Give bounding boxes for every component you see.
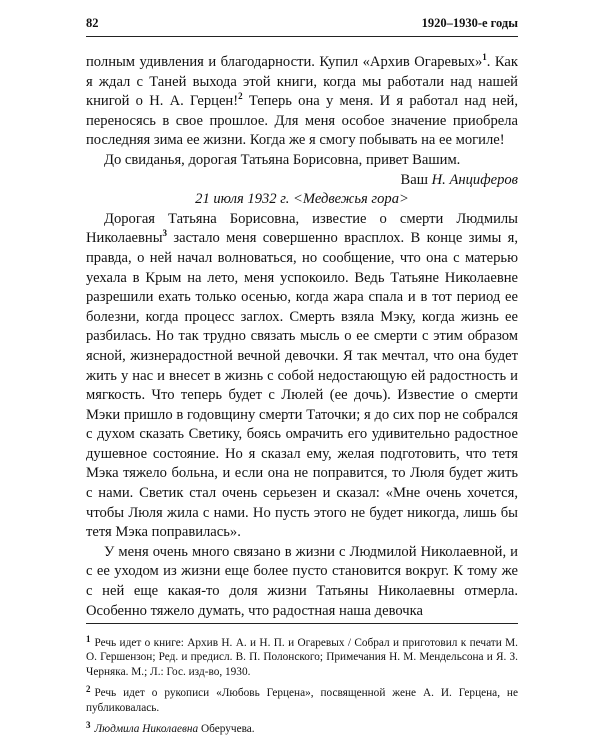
letter2-paragraph-2: У меня очень много связано в жизни с Людмилой Николаевной, и с ее уходом из жизни еще более пусто становится вокруг. К тому же с ней еще какая-то доля жизни Татьяны Николаевны отмерла. Особенно тяжело думать, что радостная наша девочка (86, 543, 518, 619)
page-body (86, 53, 518, 621)
footnote-ref-2[interactable]: 2 (238, 91, 243, 102)
letter1-signature: Ваш Н. Анциферов (400, 171, 518, 188)
running-title: 1920–1930-е годы (421, 16, 518, 30)
book-page (86, 16, 518, 621)
page-number: 82 (86, 16, 99, 30)
footnote-3: $^3$ Людмила Николаевна Оберучева. (86, 720, 255, 736)
letter1-paragraph: полным удивления и благодарности. Купил «Архив Огаревых»$^1$. Как я ждал с Таней выхода этой книги, когда мы работали над нашей книгой о Н. А. Герцен!$^2$ Теперь она у меня. И я работал над ней, переносясь в свое прошлое. Для меня особое значение приобрела последняя зима ее жизни. Когда же я смогу побывать на ее могиле! (86, 52, 519, 149)
footnote-1: $^1$ Речь идет о книге: Архив Н. А. и Н. П. и Огаревых / Собрал и приготовил к печати М. О. Гершензон; Ред. и предисл. В. П. Полонского; Примечания Н. М. Мендельсона и Я. З. Черняка. М.; Л.: Гос. изд-во, 1930. (86, 634, 518, 678)
footnote-ref-3[interactable]: 3 (162, 228, 168, 239)
footnotes (86, 623, 518, 739)
letter2-paragraph-1: Дорогая Татьяна Борисовна, известие о смерти Людмилы Николаевны$^3$ застало меня совершенно врасплох. В конце зимы я, правда, о ней начал волноваться, но сообщение, что она с матерью уехала в Крым на лето, меня успокоило. Ведь Татьяне Николаевне разрешили ехать только осенью, когда жара спала и в тот период ее болезни, когда процесс заглох. Смерть взяла Мэку, когда жизнь ее разбилась. Но так трудно связать мысль о ее смерти с этим образом ясной, жизнерадостной вечной девочки. Я так мечтал, что она будет жить у нас и внесет в жизнь с собой недостающую ей радостность и мягкость. Что теперь будет с Люлей (ее дочь). Известие о смерти Мэки пришло в годовщину смерти Таточки; я до сих пор не собрался с духом сказать Светику, боясь омрачить его удивительно радостное душевное состояние. Но я сказал ему, желая подготовить, что тетя Мэка тяжело больна, и если она не поправится, то Люля будет жить с нами. Светик стал очень серьезен и сказал: «Мне очень хочется, чтобы Люля жила с нами. Но пусть этого не будет никогда, лишь бы тетя Мэка поправилась». (86, 210, 518, 541)
letter1-closing: До свиданья, дорогая Татьяна Борисовна, привет Вашим. (104, 151, 461, 168)
footnote-ref-1[interactable]: 1 (482, 52, 487, 62)
running-header (86, 16, 518, 37)
letter2-dateline: 21 июля 1932 г. <Медвежья гора> (195, 191, 409, 208)
footnote-2: $^2$ Речь идет о рукописи «Любовь Герцена», посвященной жене А. И. Герцена, не публиковалась. (86, 684, 518, 714)
